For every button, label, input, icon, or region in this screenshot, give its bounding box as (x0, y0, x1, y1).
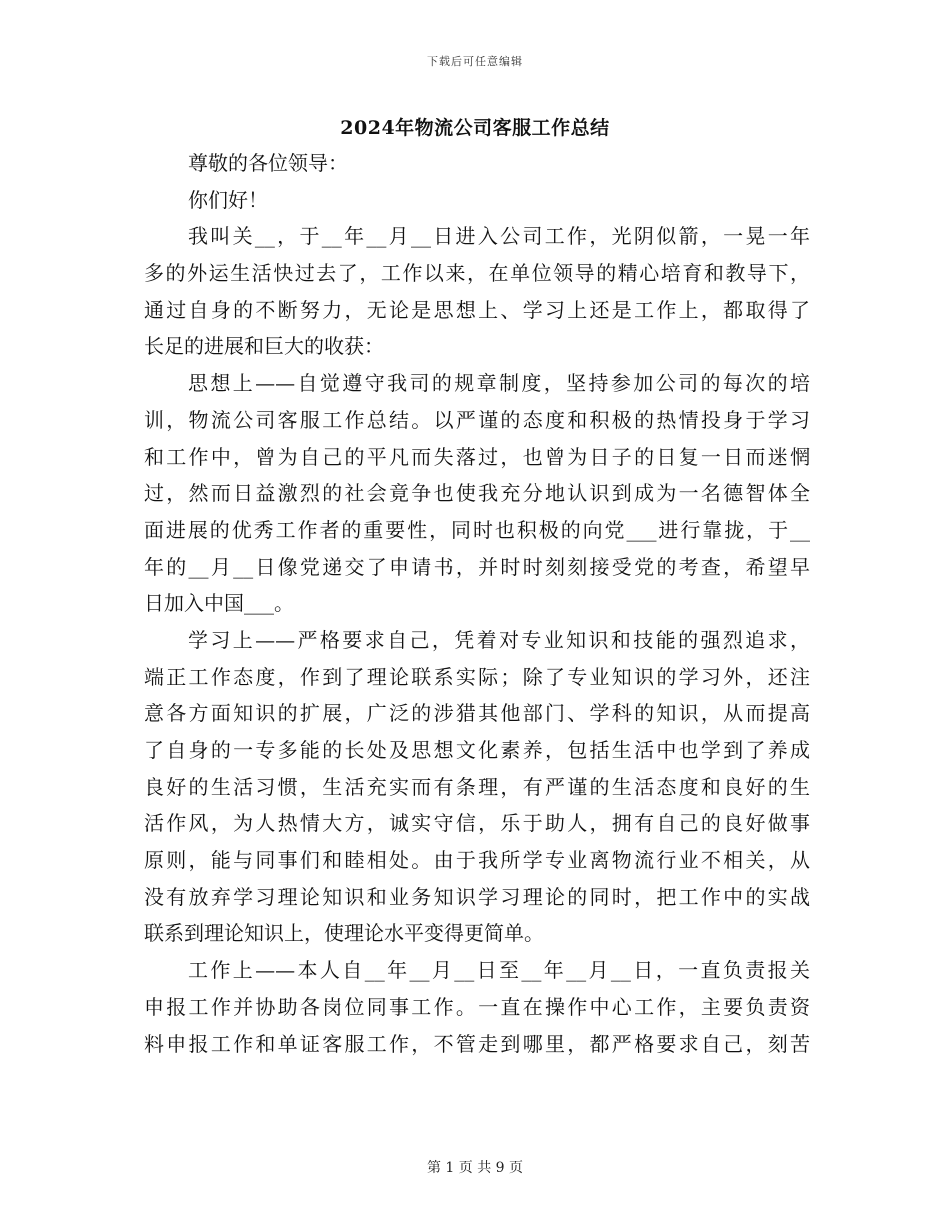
paragraph-line: 和工作中，曾为自己的平凡而失落过，也曾为日子的日复一日而迷惘 (144, 444, 810, 469)
paragraph-line: 活作风，为人热情大方，诚实守信，乐于助人，拥有自己的良好做事 (144, 811, 810, 836)
paragraph-line: 联系到理论知识上，使理论水平变得更简单。 (144, 921, 544, 946)
page-number-footer: 第 1 页 共 9 页 (426, 1160, 524, 1176)
paragraph-line: 良好的生活习惯，生活充实而有条理，有严谨的生活态度和良好的生 (144, 774, 810, 799)
paragraph-line: 原则，能与同事们和睦相处。由于我所学专业离物流行业不相关，从 (144, 848, 810, 873)
paragraph-line: 料申报工作和单证客服工作，不管走到哪里，都严格要求自己，刻苦 (144, 1031, 810, 1056)
paragraph-line: 多的外运生活快过去了，工作以来，在单位领导的精心培育和教导下， (144, 261, 810, 286)
page-header-note: 下载后可任意编辑 (427, 55, 523, 68)
paragraph-line: 没有放弃学习理论知识和业务知识学习理论的同时，把工作中的实战 (144, 884, 810, 909)
paragraph-line: 面进展的优秀工作者的重要性，同时也积极的向党___进行靠拢，于__ (144, 517, 810, 542)
document-title: 2024年物流公司客服工作总结 (340, 117, 610, 139)
paragraph-line: 思想上——自觉遵守我司的规章制度，坚持参加公司的每次的培 (188, 371, 810, 396)
paragraph-line: 通过自身的不断努力，无论是思想上、学习上还是工作上，都取得了 (144, 297, 810, 322)
paragraph-line: 我叫关__，于__年__月__日进入公司工作，光阴似箭，一晃一年 (188, 224, 810, 249)
paragraph-line: 了自身的一专多能的长处及思想文化素养，包括生活中也学到了养成 (144, 738, 810, 762)
document-body (144, 145, 810, 1062)
paragraph-line: 日加入中国___。 (144, 591, 294, 616)
paragraph-line: 训，物流公司客服工作总结。以严谨的态度和积极的热情投身于学习 (144, 407, 810, 432)
salutation-line: 尊敬的各位领导： (188, 151, 348, 175)
paragraph-line: 工作上——本人自__年__月__日至__年__月__日，一直负责报关 (188, 958, 810, 983)
paragraph-line: 申报工作并协助各岗位同事工作。一直在操作中心工作，主要负责资 (144, 994, 810, 1019)
paragraph-line: 端正工作态度，作到了理论联系实际；除了专业知识的学习外，还注 (144, 664, 810, 689)
greeting-line: 你们好！ (188, 187, 268, 212)
paragraph-line: 年的__月__日像党递交了申请书，并时时刻刻接受党的考查，希望早 (144, 554, 810, 579)
paragraph-line: 过，然而日益激烈的社会竟争也使我充分地认识到成为一名德智体全 (144, 481, 810, 506)
paragraph-line: 学习上——严格要求自己，凭着对专业知识和技能的强烈追求， (188, 627, 810, 652)
paragraph-line: 长足的进展和巨大的收获： (144, 334, 384, 359)
paragraph-line: 意各方面知识的扩展，广泛的涉猎其他部门、学科的知识，从而提高 (144, 701, 810, 726)
